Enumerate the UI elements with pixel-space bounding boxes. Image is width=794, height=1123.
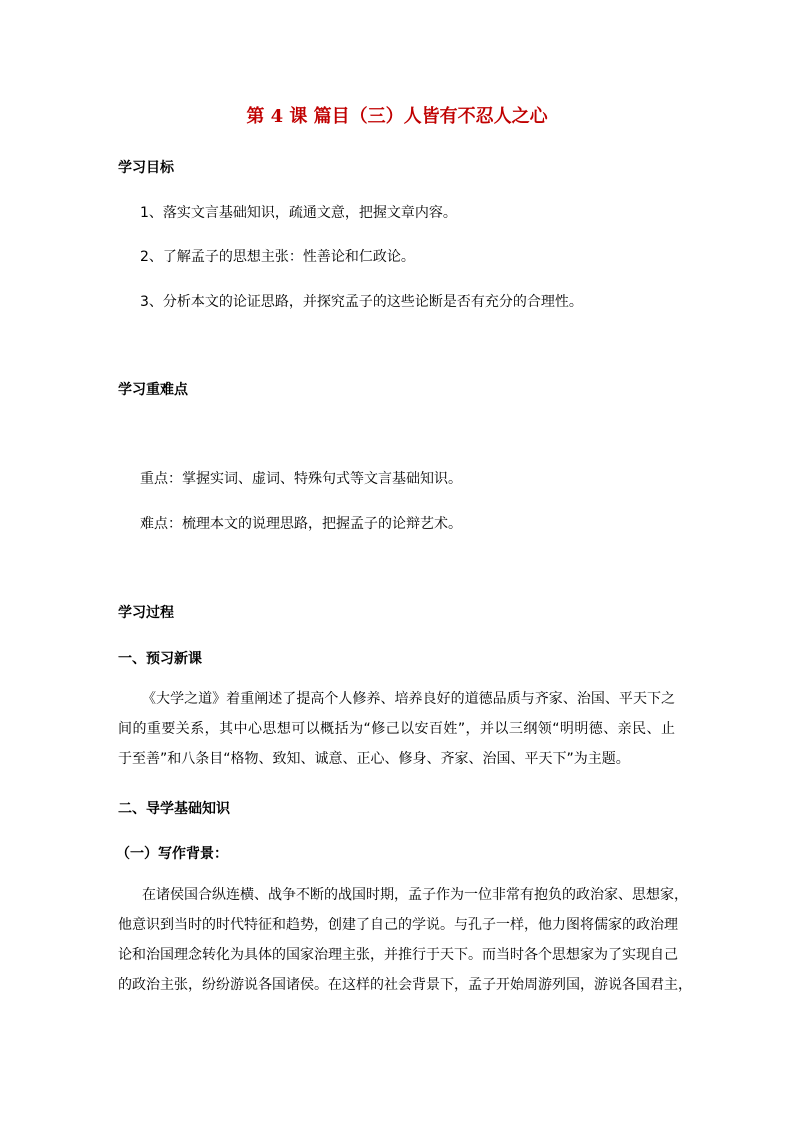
key-points-heading: 学习重难点 <box>118 382 188 398</box>
background-line: 他意识到当时的时代特征和趋势，创建了自己的学说。与孔子一样，他力图将儒家的政治理 <box>118 917 678 933</box>
background-heading: （一）写作背景： <box>116 846 228 862</box>
objective-item-2: 2、了解孟子的思想主张：性善论和仁政论。 <box>140 249 415 265</box>
background-line: 在诸侯国合纵连横、战争不断的战国时期，孟子作为一位非常有抱负的政治家、思想家， <box>142 887 688 903</box>
background-line: 的政治主张，纷纷游说各国诸侯。在这样的社会背景下，孟子开始周游列国，游说各国君主， <box>118 977 692 993</box>
preview-line: 于至善”和八条目“格物、致知、诚意、正心、修身、齐家、治国、平天下”为主题。 <box>118 751 630 767</box>
objectives-heading: 学习目标 <box>118 160 174 176</box>
objective-item-3: 3、分析本文的论证思路，并探究孟子的这些论断是否有充分的合理性。 <box>140 294 583 310</box>
basics-heading: 二、导学基础知识 <box>118 801 230 817</box>
objective-item-1: 1、落实文言基础知识，疏通文意，把握文章内容。 <box>140 205 457 221</box>
background-paragraph <box>118 880 692 1000</box>
preview-line: 《大学之道》着重阐述了提高个人修养、培养良好的道德品质与齐家、治国、平天下之 <box>142 691 675 707</box>
lesson-title: 第 4 课 篇目（三）人皆有不忍人之心 <box>246 106 548 127</box>
preview-heading: 一、预习新课 <box>118 651 202 667</box>
background-line: 论和治国理念转化为具体的国家治理主张，并推行于天下。而当时各个思想家为了实现自己 <box>118 947 678 963</box>
key-point-focus: 重点：掌握实词、虚词、特殊句式等文言基础知识。 <box>140 471 462 487</box>
preview-line: 间的重要关系，其中心思想可以概括为“修己以安百姓”，并以三纲领“明明德、亲民、止 <box>118 721 675 737</box>
key-point-difficulty: 难点：梳理本文的说理思路，把握孟子的论辩艺术。 <box>140 516 462 532</box>
preview-paragraph <box>118 684 675 774</box>
process-heading: 学习过程 <box>118 605 174 621</box>
